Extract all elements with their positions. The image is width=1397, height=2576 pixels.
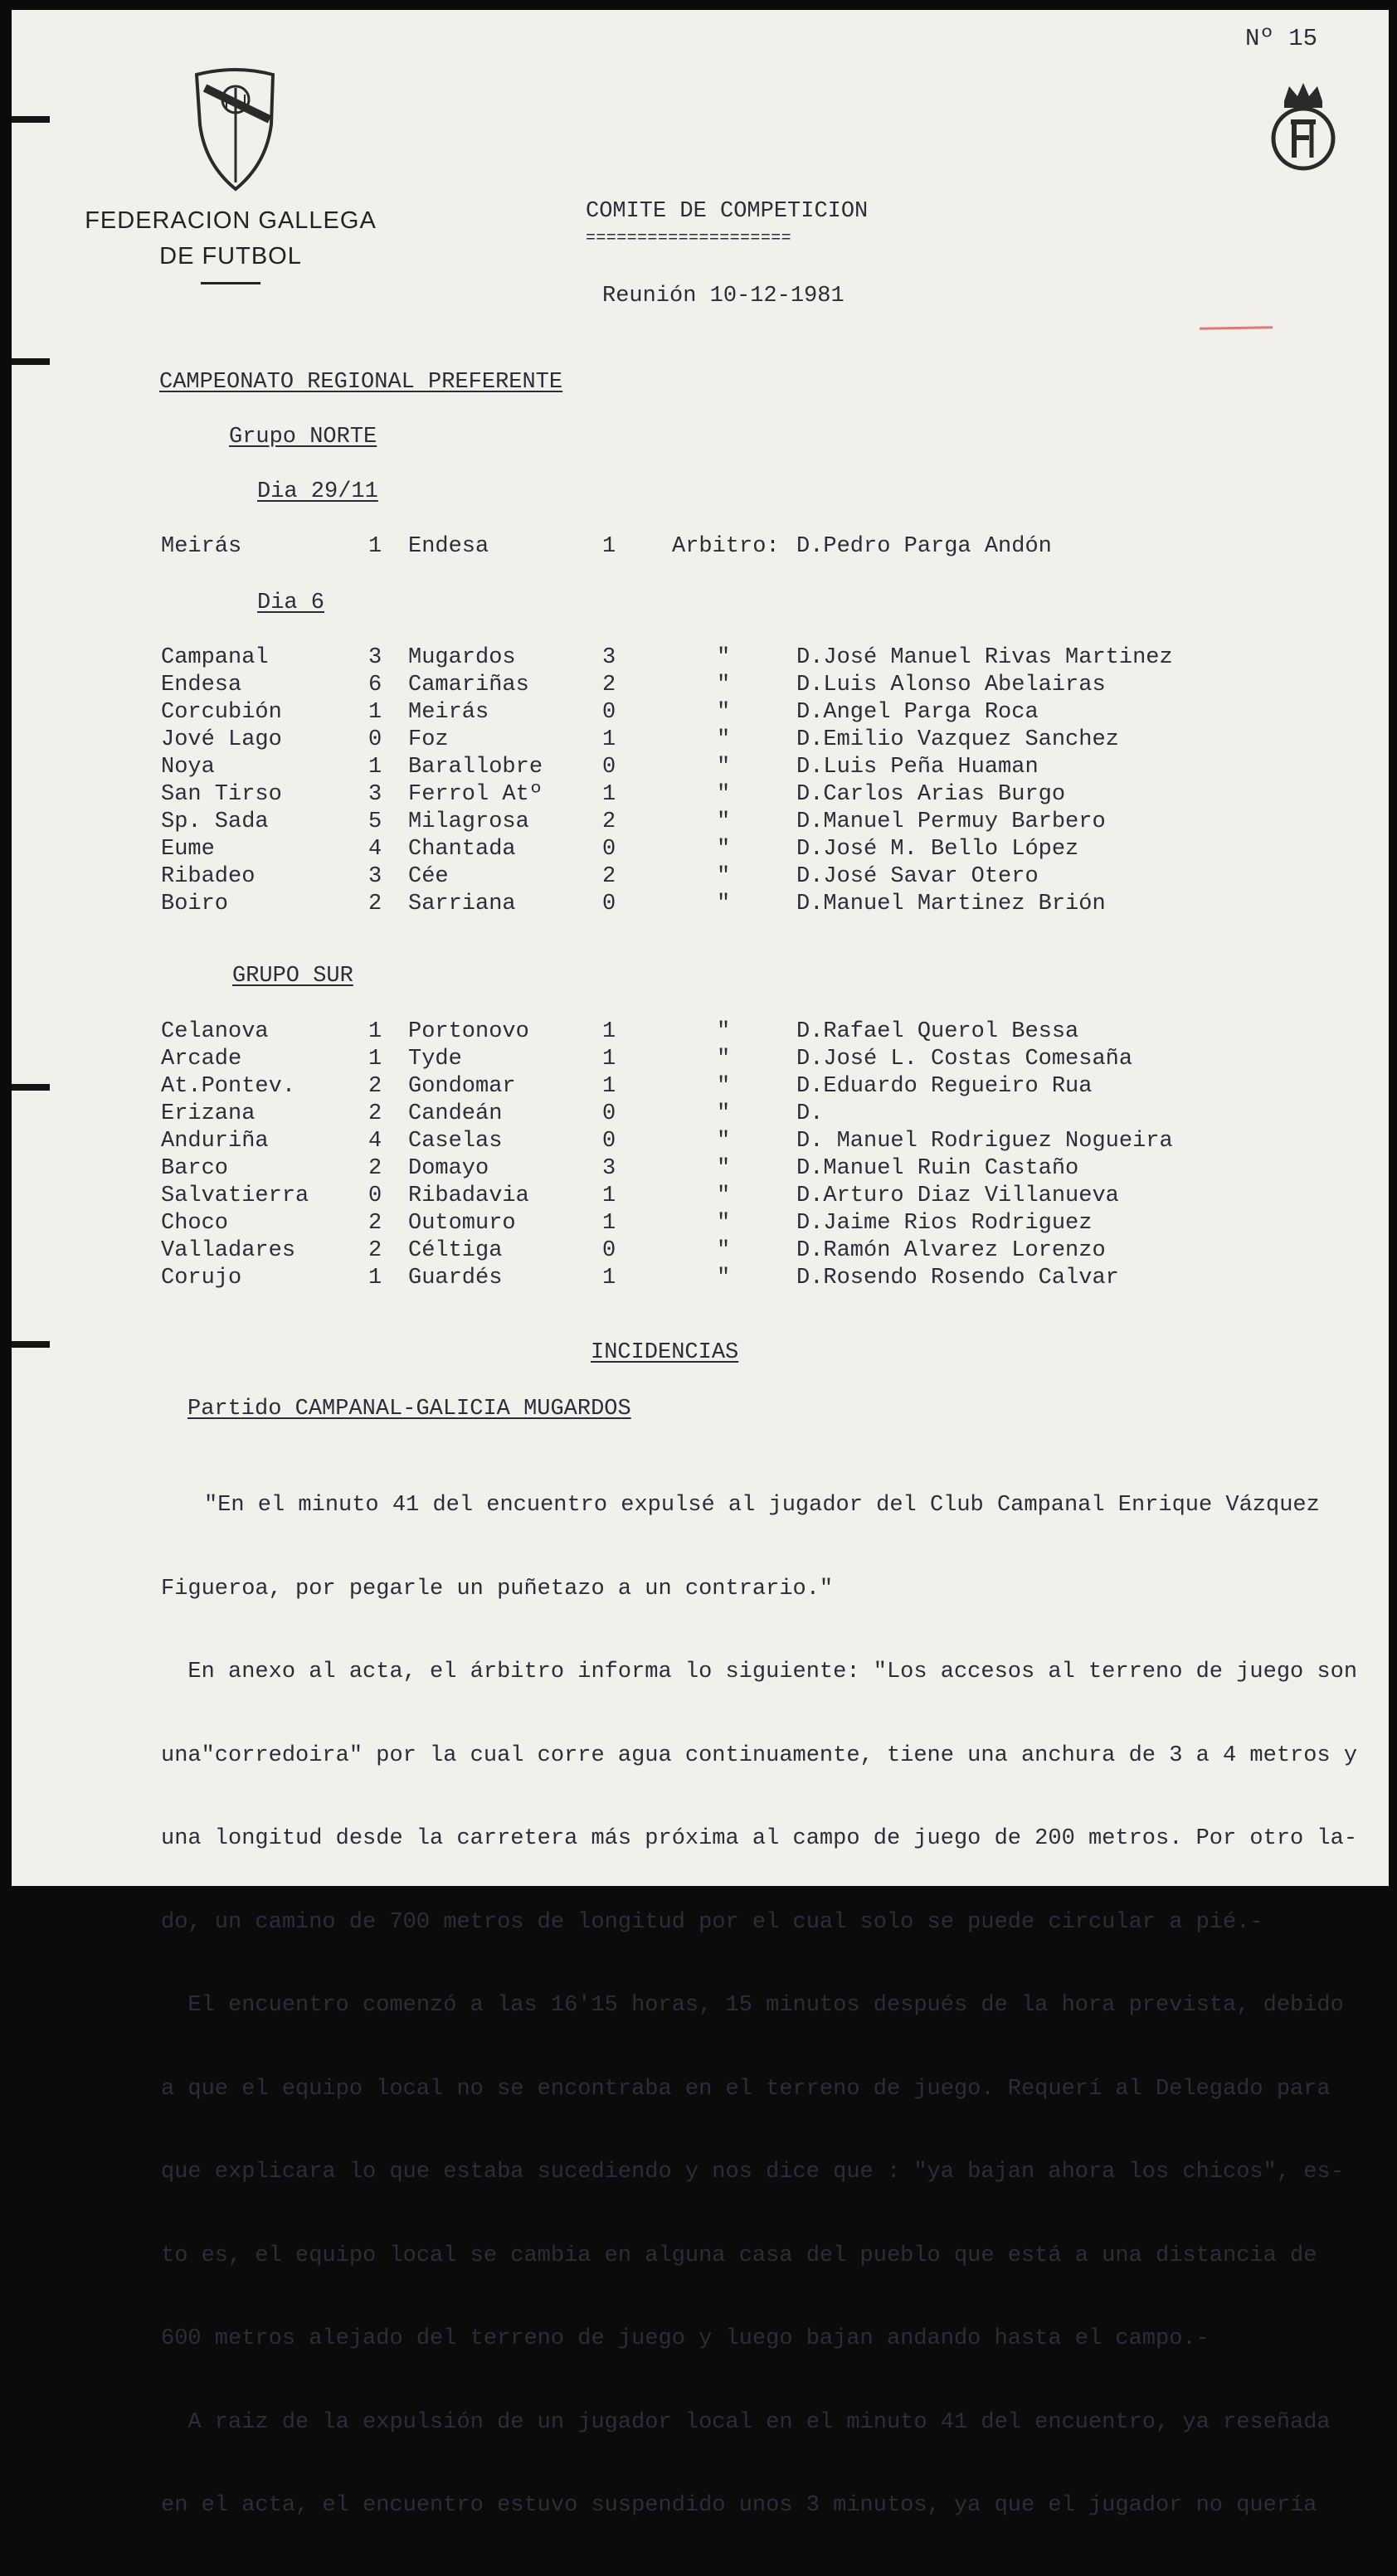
home-team: Sp. Sada bbox=[161, 809, 269, 834]
home-team: Choco bbox=[161, 1211, 229, 1236]
ditto-mark: " bbox=[717, 1266, 731, 1290]
referee-name: D.Luis Alonso Abelairas bbox=[796, 673, 1106, 697]
match-row bbox=[12, 892, 1389, 919]
incidencias-title: INCIDENCIAS bbox=[591, 1340, 739, 1365]
away-team: Candeán bbox=[408, 1101, 503, 1126]
home-score: 1 bbox=[368, 755, 382, 780]
referee-name: D.José M. Bello López bbox=[796, 837, 1079, 862]
away-score: 2 bbox=[602, 673, 616, 697]
away-score: 1 bbox=[602, 782, 616, 807]
ditto-mark: " bbox=[717, 864, 731, 889]
home-score: 6 bbox=[368, 673, 382, 697]
ditto-mark: " bbox=[717, 755, 731, 780]
ditto-mark: " bbox=[717, 1238, 731, 1263]
match-row bbox=[12, 1238, 1389, 1266]
home-team: Boiro bbox=[161, 892, 229, 916]
home-score: 4 bbox=[368, 1129, 382, 1154]
report-line: El encuentro comenzó a las 16'15 horas, 15 minutos después de la hora prevista, debido bbox=[161, 1993, 1344, 2018]
group-norte-title: Grupo NORTE bbox=[229, 425, 377, 450]
away-score: 1 bbox=[602, 1266, 616, 1290]
report-line: "En el minuto 41 del encuentro expulsé al jugador del Club Campanal Enrique Vázquez bbox=[204, 1493, 1320, 1518]
ditto-mark: " bbox=[717, 837, 731, 862]
match-row bbox=[12, 809, 1389, 837]
referee-name: D.Ramón Alvarez Lorenzo bbox=[796, 1238, 1106, 1263]
referee-name: D. bbox=[796, 1101, 824, 1126]
home-team: Corcubión bbox=[161, 700, 282, 725]
away-score: 0 bbox=[602, 755, 616, 780]
home-team: Meirás bbox=[161, 534, 242, 559]
home-team: Campanal bbox=[161, 645, 269, 670]
home-score: 3 bbox=[368, 645, 382, 670]
away-score: 1 bbox=[602, 1211, 616, 1236]
match-row bbox=[12, 755, 1389, 782]
away-score: 1 bbox=[602, 534, 616, 559]
home-team: Corujo bbox=[161, 1266, 242, 1290]
match-row bbox=[12, 1074, 1389, 1101]
away-team: Milagrosa bbox=[408, 809, 529, 834]
home-team: Eume bbox=[161, 837, 215, 862]
home-team: Salvatierra bbox=[161, 1184, 309, 1208]
report-line: en el acta, el encuentro estuvo suspendido unos 3 minutos, ya que el jugador no quería bbox=[161, 2493, 1317, 2518]
referee-name: D.Eduardo Regueiro Rua bbox=[796, 1074, 1093, 1099]
home-team: Ribadeo bbox=[161, 864, 256, 889]
away-score: 1 bbox=[602, 1074, 616, 1099]
away-team: Barallobre bbox=[408, 755, 543, 780]
ditto-mark: " bbox=[717, 809, 731, 834]
away-team: Endesa bbox=[408, 534, 489, 559]
away-team: Foz bbox=[408, 727, 449, 752]
referee-name: D.Arturo Diaz Villanueva bbox=[796, 1184, 1119, 1208]
away-team: Domayo bbox=[408, 1156, 489, 1181]
away-team: Céltiga bbox=[408, 1238, 503, 1263]
referee-name: D.Manuel Martinez Brión bbox=[796, 892, 1106, 916]
day-6-label: Dia 6 bbox=[257, 591, 325, 615]
referee-name: D.Manuel Ruin Castaño bbox=[796, 1156, 1079, 1181]
away-score: 1 bbox=[602, 1019, 616, 1044]
match-row bbox=[12, 1047, 1389, 1074]
match-row bbox=[12, 1019, 1389, 1047]
home-score: 4 bbox=[368, 837, 382, 862]
home-team: Celanova bbox=[161, 1019, 269, 1044]
away-team: Guardés bbox=[408, 1266, 503, 1290]
ditto-mark: " bbox=[717, 892, 731, 916]
federation-name-line1: FEDERACION GALLEGA bbox=[85, 207, 377, 234]
away-team: Gondomar bbox=[408, 1074, 516, 1099]
match-row bbox=[12, 645, 1389, 673]
match-row bbox=[12, 782, 1389, 809]
home-team: Barco bbox=[161, 1156, 229, 1181]
referee-name: D.José Savar Otero bbox=[796, 864, 1039, 889]
home-score: 0 bbox=[368, 727, 382, 752]
meeting-date: Reunión 10-12-1981 bbox=[602, 284, 845, 309]
report-line: A raiz de la expulsión de un jugador local en el minuto 41 del encuentro, ya reseñada bbox=[161, 2409, 1331, 2435]
away-score: 1 bbox=[602, 1184, 616, 1208]
incident-report-text bbox=[161, 1436, 1389, 2576]
home-score: 2 bbox=[368, 1074, 382, 1099]
away-score: 2 bbox=[602, 864, 616, 889]
away-team: Mugardos bbox=[408, 645, 516, 670]
pencil-mark bbox=[1200, 326, 1273, 330]
referee-name: D.José L. Costas Comesaña bbox=[796, 1047, 1133, 1072]
federation-name-line2: DE FUTBOL bbox=[159, 243, 302, 270]
referee-name: D.José Manuel Rivas Martinez bbox=[796, 645, 1173, 670]
committee-title-rule: ==================== bbox=[586, 229, 792, 248]
group-sur-title: GRUPO SUR bbox=[232, 964, 353, 989]
ditto-mark: " bbox=[717, 1074, 731, 1099]
home-score: 0 bbox=[368, 1184, 382, 1208]
federation-shield-logo bbox=[190, 66, 281, 199]
away-score: 0 bbox=[602, 700, 616, 725]
away-score: 0 bbox=[602, 1101, 616, 1126]
ditto-mark: " bbox=[717, 1129, 731, 1154]
away-team: Camariñas bbox=[408, 673, 529, 697]
referee-name: D.Rafael Querol Bessa bbox=[796, 1019, 1079, 1044]
home-score: 3 bbox=[368, 864, 382, 889]
home-score: 2 bbox=[368, 1156, 382, 1181]
ditto-mark: " bbox=[717, 1019, 731, 1044]
home-score: 1 bbox=[368, 1047, 382, 1072]
binder-hole bbox=[12, 116, 50, 123]
ditto-mark: " bbox=[717, 1101, 731, 1126]
match-row bbox=[12, 1211, 1389, 1238]
ditto-mark: " bbox=[717, 1047, 731, 1072]
away-score: 3 bbox=[602, 645, 616, 670]
referee-label: Arbitro: bbox=[672, 534, 780, 559]
home-score: 5 bbox=[368, 809, 382, 834]
ditto-mark: " bbox=[717, 645, 731, 670]
away-score: 1 bbox=[602, 727, 616, 752]
referee-name: D.Rosendo Rosendo Calvar bbox=[796, 1266, 1119, 1290]
match-row bbox=[12, 727, 1389, 755]
away-score: 2 bbox=[602, 809, 616, 834]
match-row bbox=[12, 1129, 1389, 1156]
away-team: Portonovo bbox=[408, 1019, 529, 1044]
home-team: Endesa bbox=[161, 673, 242, 697]
away-team: Chantada bbox=[408, 837, 516, 862]
report-line: to es, el equipo local se cambia en alguna casa del pueblo que está a una distancia de bbox=[161, 2243, 1317, 2268]
match-row bbox=[12, 1101, 1389, 1129]
report-line: que explicara lo que estaba sucediendo y nos dice que : "ya bajan ahora los chicos", es- bbox=[161, 2160, 1344, 2185]
home-team: San Tirso bbox=[161, 782, 282, 807]
ditto-mark: " bbox=[717, 1184, 731, 1208]
home-team: Noya bbox=[161, 755, 215, 780]
away-score: 0 bbox=[602, 1238, 616, 1263]
document-number: Nº 15 bbox=[1245, 25, 1318, 52]
match-row bbox=[12, 864, 1389, 892]
championship-title: CAMPEONATO REGIONAL PREFERENTE bbox=[159, 370, 563, 395]
home-score: 1 bbox=[368, 700, 382, 725]
away-team: Cée bbox=[408, 864, 449, 889]
binder-hole bbox=[12, 358, 50, 365]
report-line: En anexo al acta, el árbitro informa lo siguiente: "Los accesos al terreno de juego son bbox=[161, 1660, 1358, 1684]
referee-name: D.Jaime Rios Rodriguez bbox=[796, 1211, 1093, 1236]
home-team: At.Pontev. bbox=[161, 1074, 296, 1099]
report-line: una longitud desde la carretera más próxima al campo de juego de 200 metros. Por otro la- bbox=[161, 1826, 1358, 1851]
ditto-mark: " bbox=[717, 727, 731, 752]
away-score: 0 bbox=[602, 892, 616, 916]
referee-name: D.Angel Parga Roca bbox=[796, 700, 1039, 725]
away-team: Caselas bbox=[408, 1129, 503, 1154]
match-row bbox=[12, 673, 1389, 700]
binder-hole bbox=[12, 1341, 50, 1348]
home-score: 2 bbox=[368, 1238, 382, 1263]
home-team: Arcade bbox=[161, 1047, 242, 1072]
federation-underline bbox=[201, 282, 260, 284]
match-row bbox=[12, 1184, 1389, 1211]
away-team: Tyde bbox=[408, 1047, 462, 1072]
home-score: 2 bbox=[368, 892, 382, 916]
document-page bbox=[12, 10, 1389, 2518]
report-line: a que el equipo local no se encontraba en el terreno de juego. Requerí al Delegado para bbox=[161, 2076, 1331, 2102]
committee-title: COMITE DE COMPETICION bbox=[586, 199, 869, 224]
away-team: Ribadavia bbox=[408, 1184, 529, 1208]
report-line: una"corredoira" por la cual corre agua continuamente, tiene una anchura de 3 a 4 metros y bbox=[161, 1742, 1358, 1768]
referee-name: D.Pedro Parga Andón bbox=[796, 534, 1052, 559]
ditto-mark: " bbox=[717, 700, 731, 725]
referee-name: D.Carlos Arias Burgo bbox=[796, 782, 1066, 807]
ditto-mark: " bbox=[717, 1156, 731, 1181]
report-line: do, un camino de 700 metros de longitud por el cual solo se puede circular a pié.- bbox=[161, 1909, 1263, 1935]
referee-name: D. Manuel Rodriguez Nogueira bbox=[796, 1129, 1173, 1154]
referee-name: D.Emilio Vazquez Sanchez bbox=[796, 727, 1119, 752]
home-score: 2 bbox=[368, 1101, 382, 1126]
home-score: 1 bbox=[368, 1266, 382, 1290]
home-team: Erizana bbox=[161, 1101, 256, 1126]
away-team: Ferrol Atº bbox=[408, 782, 543, 807]
home-team: Valladares bbox=[161, 1238, 296, 1263]
ditto-mark: " bbox=[717, 1211, 731, 1236]
home-team: Anduriña bbox=[161, 1129, 269, 1154]
ditto-mark: " bbox=[717, 673, 731, 697]
partido-heading: Partido CAMPANAL-GALICIA MUGARDOS bbox=[187, 1397, 631, 1422]
away-team: Outomuro bbox=[408, 1211, 516, 1236]
match-row bbox=[12, 700, 1389, 727]
away-score: 1 bbox=[602, 1047, 616, 1072]
match-row bbox=[12, 837, 1389, 864]
away-score: 3 bbox=[602, 1156, 616, 1181]
match-row bbox=[12, 1266, 1389, 1293]
away-team: Sarriana bbox=[408, 892, 516, 916]
report-line: Figueroa, por pegarle un puñetazo a un contrario." bbox=[161, 1576, 834, 1601]
away-score: 0 bbox=[602, 837, 616, 862]
report-line: 600 metros alejado del terreno de juego y luego bajan andando hasta el campo.- bbox=[161, 2326, 1210, 2351]
away-score: 0 bbox=[602, 1129, 616, 1154]
home-score: 3 bbox=[368, 782, 382, 807]
crown-emblem-logo bbox=[1266, 76, 1341, 176]
home-team: Jové Lago bbox=[161, 727, 282, 752]
away-team: Meirás bbox=[408, 700, 489, 725]
ditto-mark: " bbox=[717, 782, 731, 807]
day-29-11-label: Dia 29/11 bbox=[257, 479, 378, 504]
match-row bbox=[12, 1156, 1389, 1184]
match-row bbox=[12, 534, 1389, 561]
home-score: 1 bbox=[368, 534, 382, 559]
referee-name: D.Manuel Permuy Barbero bbox=[796, 809, 1106, 834]
referee-name: D.Luis Peña Huaman bbox=[796, 755, 1039, 780]
home-score: 1 bbox=[368, 1019, 382, 1044]
home-score: 2 bbox=[368, 1211, 382, 1236]
